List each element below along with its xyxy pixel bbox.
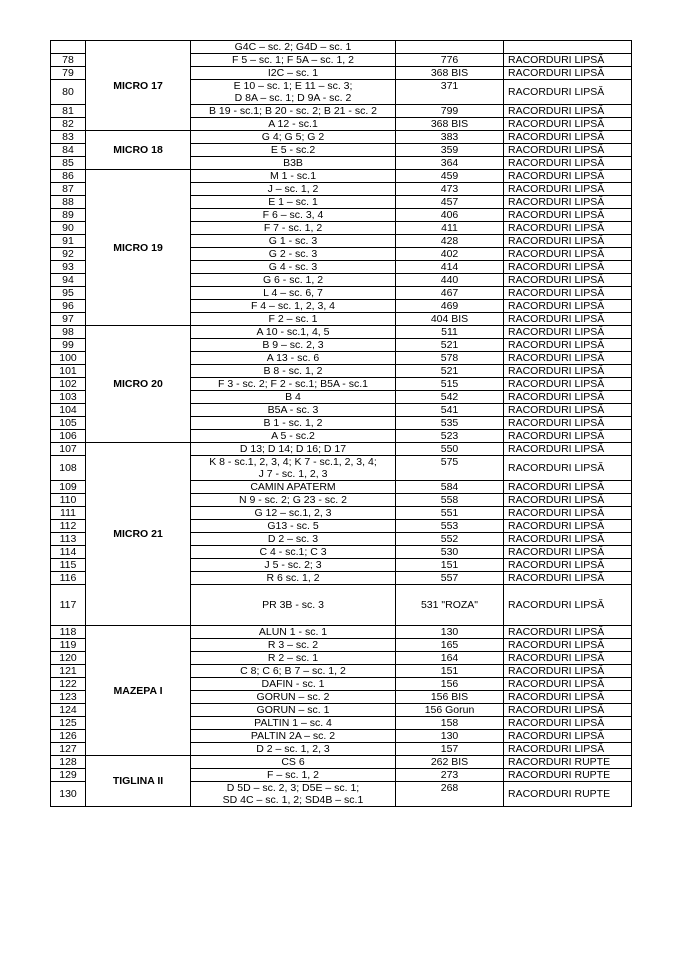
- address-line: C 4 - sc.1; C 3: [259, 546, 327, 558]
- remark-cell: RACORDURI LIPSĂ: [504, 730, 632, 743]
- address-line: G13 - sc. 5: [267, 520, 319, 532]
- station-cell: 130: [396, 626, 504, 639]
- address-line: DAFIN - sc. 1: [261, 678, 325, 690]
- address-line: E 5 - sc.2: [270, 144, 316, 156]
- address-cell: [191, 235, 396, 248]
- address-cell: [191, 261, 396, 274]
- address-line: G 4; G 5; G 2: [261, 131, 325, 143]
- remark-cell: RACORDURI LIPSĂ: [504, 546, 632, 559]
- address-line: E 10 – sc. 1; E 11 – sc. 3;: [233, 80, 353, 92]
- address-cell: [191, 391, 396, 404]
- row-number: 97: [51, 313, 86, 326]
- table-row: [51, 443, 632, 456]
- address-cell: [191, 131, 396, 144]
- address-cell: [191, 80, 396, 105]
- row-number: 82: [51, 118, 86, 131]
- station-cell: 557: [396, 572, 504, 585]
- row-number: 123: [51, 691, 86, 704]
- station-cell: 521: [396, 339, 504, 352]
- station-cell: 156 BIS: [396, 691, 504, 704]
- remark-cell: RACORDURI LIPSĂ: [504, 652, 632, 665]
- address-cell: [191, 196, 396, 209]
- remark-cell: RACORDURI LIPSĂ: [504, 743, 632, 756]
- remark-cell: RACORDURI LIPSĂ: [504, 378, 632, 391]
- station-cell: 551: [396, 507, 504, 520]
- address-line: G4C – sc. 2; G4D – sc. 1: [234, 41, 352, 53]
- station-cell: 402: [396, 248, 504, 261]
- station-cell: [396, 41, 504, 54]
- remark-cell: RACORDURI LIPSĂ: [504, 665, 632, 678]
- address-line: J 5 - sc. 2; 3: [264, 559, 322, 571]
- remark-cell: RACORDURI LIPSĂ: [504, 365, 632, 378]
- remark-cell: RACORDURI LIPSĂ: [504, 430, 632, 443]
- station-cell: 268: [396, 782, 504, 807]
- row-number: 94: [51, 274, 86, 287]
- row-number: 102: [51, 378, 86, 391]
- row-number: 93: [51, 261, 86, 274]
- address-line: SD 4C – sc. 1, 2; SD4B – sc.1: [222, 794, 364, 806]
- address-line: B 4: [285, 391, 301, 403]
- station-cell: 542: [396, 391, 504, 404]
- address-line: F – sc. 1, 2: [267, 769, 319, 781]
- address-cell: [191, 456, 396, 481]
- address-line: D 8A – sc. 1; D 9A - sc. 2: [234, 92, 352, 104]
- document-table: [50, 40, 632, 807]
- address-line: CS 6: [281, 756, 305, 768]
- row-number: 86: [51, 170, 86, 183]
- remark-cell: RACORDURI LIPSĂ: [504, 391, 632, 404]
- row-number: 101: [51, 365, 86, 378]
- remark-cell: RACORDURI LIPSĂ: [504, 717, 632, 730]
- remark-cell: RACORDURI LIPSĂ: [504, 352, 632, 365]
- station-cell: 273: [396, 769, 504, 782]
- row-number: 96: [51, 300, 86, 313]
- address-line: B 19 - sc.1; B 20 - sc. 2; B 21 - sc. 2: [208, 105, 378, 117]
- row-number: 106: [51, 430, 86, 443]
- row-number: 104: [51, 404, 86, 417]
- address-cell: [191, 585, 396, 626]
- address-line: B 9 – sc. 2, 3: [262, 339, 324, 351]
- row-number: 122: [51, 678, 86, 691]
- address-cell: [191, 313, 396, 326]
- row-number: 81: [51, 105, 86, 118]
- address-cell: [191, 378, 396, 391]
- remark-cell: RACORDURI LIPSĂ: [504, 417, 632, 430]
- address-cell: [191, 222, 396, 235]
- remark-cell: RACORDURI LIPSĂ: [504, 67, 632, 80]
- address-cell: [191, 248, 396, 261]
- station-cell: 578: [396, 352, 504, 365]
- row-number: 125: [51, 717, 86, 730]
- address-cell: [191, 704, 396, 717]
- station-cell: 414: [396, 261, 504, 274]
- row-number: 83: [51, 131, 86, 144]
- remark-cell: RACORDURI LIPSĂ: [504, 626, 632, 639]
- address-line: D 2 – sc. 1, 2, 3: [256, 743, 330, 755]
- row-number: 92: [51, 248, 86, 261]
- address-cell: [191, 507, 396, 520]
- station-cell: 371: [396, 80, 504, 105]
- remark-cell: RACORDURI LIPSĂ: [504, 131, 632, 144]
- address-cell: [191, 430, 396, 443]
- remark-cell: RACORDURI LIPSĂ: [504, 494, 632, 507]
- station-cell: 164: [396, 652, 504, 665]
- remark-cell: RACORDURI LIPSĂ: [504, 585, 632, 626]
- address-line: G 1 - sc. 3: [268, 235, 318, 247]
- station-cell: 406: [396, 209, 504, 222]
- address-line: K 8 - sc.1, 2, 3, 4; K 7 - sc.1, 2, 3, 4;: [209, 456, 377, 468]
- row-number: 117: [51, 585, 86, 626]
- address-cell: [191, 287, 396, 300]
- address-line: ALUN 1 - sc. 1: [258, 626, 328, 638]
- address-cell: [191, 546, 396, 559]
- remark-cell: RACORDURI LIPSĂ: [504, 222, 632, 235]
- station-cell: 799: [396, 105, 504, 118]
- address-cell: [191, 520, 396, 533]
- row-number: 99: [51, 339, 86, 352]
- address-line: PALTIN 1 – sc. 4: [254, 717, 332, 729]
- address-line: G 6 - sc. 1, 2: [262, 274, 324, 286]
- station-cell: 776: [396, 54, 504, 67]
- remark-cell: RACORDURI LIPSĂ: [504, 339, 632, 352]
- station-cell: 151: [396, 665, 504, 678]
- station-cell: 467: [396, 287, 504, 300]
- address-line: R 6 sc. 1, 2: [266, 572, 320, 584]
- zone-label: TIGLINA II: [86, 756, 191, 807]
- remark-cell: RACORDURI LIPSĂ: [504, 572, 632, 585]
- address-cell: [191, 157, 396, 170]
- remark-cell: RACORDURI LIPSĂ: [504, 481, 632, 494]
- row-number: 91: [51, 235, 86, 248]
- address-line: B 1 - sc. 1, 2: [263, 417, 323, 429]
- station-cell: 511: [396, 326, 504, 339]
- address-line: F 2 – sc. 1: [268, 313, 318, 325]
- station-cell: 383: [396, 131, 504, 144]
- row-number: 85: [51, 157, 86, 170]
- table-row: [51, 131, 632, 144]
- address-cell: [191, 652, 396, 665]
- station-cell: 364: [396, 157, 504, 170]
- station-cell: 521: [396, 365, 504, 378]
- station-cell: 440: [396, 274, 504, 287]
- address-cell: [191, 678, 396, 691]
- row-number: 115: [51, 559, 86, 572]
- remark-cell: RACORDURI LIPSĂ: [504, 170, 632, 183]
- row-number: 78: [51, 54, 86, 67]
- row-number: 127: [51, 743, 86, 756]
- address-line: A 10 - sc.1, 4, 5: [256, 326, 330, 338]
- row-number: 120: [51, 652, 86, 665]
- remark-cell: RACORDURI LIPSĂ: [504, 105, 632, 118]
- station-cell: 165: [396, 639, 504, 652]
- remark-cell: RACORDURI LIPSĂ: [504, 300, 632, 313]
- remark-cell: RACORDURI LIPSĂ: [504, 404, 632, 417]
- row-number: 109: [51, 481, 86, 494]
- station-cell: 411: [396, 222, 504, 235]
- address-line: F 4 – sc. 1, 2, 3, 4: [250, 300, 336, 312]
- zone-label: MICRO 21: [86, 443, 191, 626]
- zone-label: MICRO 18: [86, 131, 191, 170]
- address-cell: [191, 352, 396, 365]
- remark-cell: RACORDURI LIPSĂ: [504, 533, 632, 546]
- remark-cell: RACORDURI LIPSĂ: [504, 326, 632, 339]
- remark-cell: RACORDURI LIPSĂ: [504, 248, 632, 261]
- address-cell: [191, 533, 396, 546]
- remark-cell: RACORDURI LIPSĂ: [504, 235, 632, 248]
- address-line: M 1 - sc.1: [269, 170, 317, 182]
- address-line: D 2 – sc. 3: [267, 533, 319, 545]
- station-cell: 158: [396, 717, 504, 730]
- address-line: G 2 - sc. 3: [268, 248, 318, 260]
- remark-cell: RACORDURI LIPSĂ: [504, 209, 632, 222]
- address-cell: [191, 572, 396, 585]
- remark-cell: RACORDURI LIPSĂ: [504, 287, 632, 300]
- row-number: 129: [51, 769, 86, 782]
- address-line: F 3 - sc. 2; F 2 - sc.1; B5A - sc.1: [218, 378, 368, 390]
- address-cell: [191, 639, 396, 652]
- address-line: A 13 - sc. 6: [266, 352, 320, 364]
- table-row: [51, 626, 632, 639]
- row-number: 126: [51, 730, 86, 743]
- address-line: F 5 – sc. 1; F 5A – sc. 1, 2: [232, 54, 354, 66]
- row-number: 114: [51, 546, 86, 559]
- address-line: GORUN – sc. 2: [256, 691, 330, 703]
- address-cell: [191, 54, 396, 67]
- address-line: I2C – sc. 1: [267, 67, 319, 79]
- station-cell: 156 Gorun: [396, 704, 504, 717]
- remark-cell: RACORDURI LIPSĂ: [504, 704, 632, 717]
- row-number: 88: [51, 196, 86, 209]
- address-cell: [191, 118, 396, 131]
- address-cell: [191, 274, 396, 287]
- station-cell: 541: [396, 404, 504, 417]
- address-line: N 9 - sc. 2; G 23 - sc. 2: [239, 494, 347, 506]
- station-cell: 558: [396, 494, 504, 507]
- remark-cell: RACORDURI LIPSĂ: [504, 507, 632, 520]
- address-line: PALTIN 2A – sc. 2: [250, 730, 336, 742]
- row-number: 103: [51, 391, 86, 404]
- station-cell: 523: [396, 430, 504, 443]
- station-cell: 515: [396, 378, 504, 391]
- station-cell: 531 "ROZA": [396, 585, 504, 626]
- address-line: CAMIN APATERM: [250, 481, 336, 493]
- address-cell: [191, 404, 396, 417]
- remark-cell: RACORDURI LIPSĂ: [504, 54, 632, 67]
- row-number: 108: [51, 456, 86, 481]
- remark-cell: RACORDURI LIPSĂ: [504, 313, 632, 326]
- address-cell: [191, 326, 396, 339]
- row-number: 116: [51, 572, 86, 585]
- address-cell: [191, 743, 396, 756]
- address-line: J – sc. 1, 2: [267, 183, 319, 195]
- address-cell: [191, 183, 396, 196]
- station-cell: 469: [396, 300, 504, 313]
- address-line: G 12 – sc.1, 2, 3: [254, 507, 332, 519]
- remark-cell: RACORDURI LIPSĂ: [504, 678, 632, 691]
- station-cell: 553: [396, 520, 504, 533]
- station-cell: 535: [396, 417, 504, 430]
- address-line: R 3 – sc. 2: [267, 639, 319, 651]
- station-cell: 457: [396, 196, 504, 209]
- address-cell: [191, 170, 396, 183]
- row-number: 98: [51, 326, 86, 339]
- address-cell: [191, 481, 396, 494]
- row-number: [51, 41, 86, 54]
- address-line: PR 3B - sc. 3: [262, 599, 324, 611]
- table-row: [51, 756, 632, 769]
- address-line: A 5 - sc.2: [271, 430, 315, 442]
- station-cell: 584: [396, 481, 504, 494]
- station-cell: 359: [396, 144, 504, 157]
- row-number: 84: [51, 144, 86, 157]
- address-cell: [191, 417, 396, 430]
- remark-cell: RACORDURI LIPSĂ: [504, 118, 632, 131]
- remark-cell: RACORDURI RUPTE: [504, 782, 632, 807]
- remark-cell: RACORDURI RUPTE: [504, 769, 632, 782]
- address-cell: [191, 769, 396, 782]
- station-cell: 368 BIS: [396, 67, 504, 80]
- remark-cell: RACORDURI LIPSĂ: [504, 639, 632, 652]
- row-number: 110: [51, 494, 86, 507]
- address-line: B5A - sc. 3: [267, 404, 319, 416]
- address-line: F 6 – sc. 3, 4: [262, 209, 324, 221]
- remark-cell: RACORDURI LIPSĂ: [504, 183, 632, 196]
- table-body: [51, 41, 632, 807]
- address-cell: [191, 443, 396, 456]
- remark-cell: RACORDURI LIPSĂ: [504, 520, 632, 533]
- address-line: E 1 – sc. 1: [268, 196, 318, 208]
- row-number: 121: [51, 665, 86, 678]
- address-line: C 8; C 6; B 7 – sc. 1, 2: [240, 665, 346, 677]
- station-cell: 550: [396, 443, 504, 456]
- address-cell: [191, 626, 396, 639]
- address-cell: [191, 209, 396, 222]
- address-cell: [191, 559, 396, 572]
- row-number: 79: [51, 67, 86, 80]
- station-cell: 428: [396, 235, 504, 248]
- station-cell: 151: [396, 559, 504, 572]
- row-number: 113: [51, 533, 86, 546]
- address-cell: [191, 494, 396, 507]
- address-line: R 2 – sc. 1: [267, 652, 319, 664]
- remark-cell: RACORDURI RUPTE: [504, 756, 632, 769]
- address-cell: [191, 665, 396, 678]
- zone-label: MICRO 20: [86, 326, 191, 443]
- address-cell: [191, 67, 396, 80]
- address-line: D 13; D 14; D 16; D 17: [239, 443, 347, 455]
- remark-cell: RACORDURI LIPSĂ: [504, 261, 632, 274]
- row-number: 130: [51, 782, 86, 807]
- address-line: B3B: [283, 157, 303, 169]
- row-number: 95: [51, 287, 86, 300]
- station-cell: 262 BIS: [396, 756, 504, 769]
- row-number: 128: [51, 756, 86, 769]
- row-number: 80: [51, 80, 86, 105]
- address-cell: [191, 365, 396, 378]
- row-number: 87: [51, 183, 86, 196]
- remark-cell: RACORDURI LIPSĂ: [504, 80, 632, 105]
- station-cell: 157: [396, 743, 504, 756]
- remark-cell: RACORDURI LIPSĂ: [504, 443, 632, 456]
- table-row: [51, 170, 632, 183]
- address-cell: [191, 691, 396, 704]
- address-cell: [191, 41, 396, 54]
- address-line: J 7 - sc. 1, 2, 3: [258, 468, 328, 480]
- row-number: 89: [51, 209, 86, 222]
- address-line: G 4 - sc. 3: [268, 261, 318, 273]
- address-cell: [191, 339, 396, 352]
- remark-cell: [504, 41, 632, 54]
- station-cell: 473: [396, 183, 504, 196]
- row-number: 111: [51, 507, 86, 520]
- station-cell: 130: [396, 730, 504, 743]
- station-cell: 404 BIS: [396, 313, 504, 326]
- remark-cell: RACORDURI LIPSĂ: [504, 144, 632, 157]
- table-row: [51, 41, 632, 54]
- address-line: F 7 - sc. 1, 2: [263, 222, 323, 234]
- address-line: A 12 - sc.1: [268, 118, 318, 130]
- address-cell: [191, 717, 396, 730]
- remark-cell: RACORDURI LIPSĂ: [504, 691, 632, 704]
- remark-cell: RACORDURI LIPSĂ: [504, 456, 632, 481]
- address-cell: [191, 144, 396, 157]
- remark-cell: RACORDURI LIPSĂ: [504, 274, 632, 287]
- row-number: 119: [51, 639, 86, 652]
- remark-cell: RACORDURI LIPSĂ: [504, 157, 632, 170]
- address-line: D 5D – sc. 2, 3; D5E – sc. 1;: [226, 782, 360, 794]
- row-number: 100: [51, 352, 86, 365]
- address-cell: [191, 756, 396, 769]
- zone-label: MAZEPA I: [86, 626, 191, 756]
- station-cell: 368 BIS: [396, 118, 504, 131]
- zone-label: MICRO 17: [86, 41, 191, 131]
- station-cell: 575: [396, 456, 504, 481]
- row-number: 112: [51, 520, 86, 533]
- zone-label: MICRO 19: [86, 170, 191, 326]
- station-cell: 459: [396, 170, 504, 183]
- station-cell: 156: [396, 678, 504, 691]
- remark-cell: RACORDURI LIPSĂ: [504, 196, 632, 209]
- row-number: 124: [51, 704, 86, 717]
- address-cell: [191, 730, 396, 743]
- address-line: GORUN – sc. 1: [256, 704, 330, 716]
- table-row: [51, 326, 632, 339]
- address-line: L 4 – sc. 6, 7: [263, 287, 323, 299]
- row-number: 118: [51, 626, 86, 639]
- remark-cell: RACORDURI LIPSĂ: [504, 559, 632, 572]
- station-cell: 530: [396, 546, 504, 559]
- address-cell: [191, 105, 396, 118]
- address-cell: [191, 300, 396, 313]
- address-line: B 8 - sc. 1, 2: [263, 365, 323, 377]
- row-number: 107: [51, 443, 86, 456]
- address-cell: [191, 782, 396, 807]
- row-number: 105: [51, 417, 86, 430]
- row-number: 90: [51, 222, 86, 235]
- station-cell: 552: [396, 533, 504, 546]
